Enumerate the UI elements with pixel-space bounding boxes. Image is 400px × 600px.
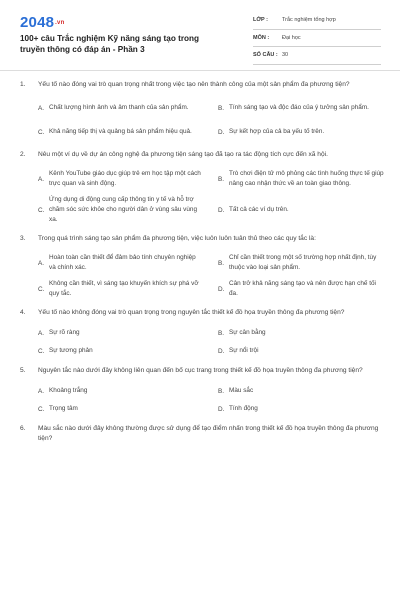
option-letter: C. — [38, 285, 45, 293]
logo-text: 2048 — [20, 14, 55, 31]
option-letter: D. — [218, 206, 225, 214]
option-d[interactable] — [218, 403, 390, 415]
meta-label: MÔN : — [253, 34, 270, 41]
question-list — [0, 80, 400, 453]
option-letter: C. — [38, 405, 45, 413]
option-letter: A. — [38, 329, 45, 337]
option-a[interactable] — [38, 327, 210, 339]
option-d[interactable] — [218, 195, 390, 225]
option-text: Trọng tâm — [49, 405, 78, 412]
option-text: Hoàn toàn cần thiết để đảm bảo tính chuyên nghiệp và chính xác. — [49, 254, 196, 271]
question-3 — [0, 234, 400, 299]
answer-options — [38, 253, 380, 299]
question-text: Yếu tố nào không đóng vai trò quan trọng trong nguyên tắc thiết kế đồ họa truyền thông đa phương tiện? — [38, 309, 345, 316]
meta-row-class — [253, 14, 381, 30]
option-b[interactable] — [218, 99, 390, 117]
meta-row-subject — [253, 32, 381, 48]
answer-options — [38, 99, 380, 141]
option-b[interactable] — [218, 169, 390, 189]
option-letter: A. — [38, 175, 45, 183]
option-text: Khoảng trắng — [49, 387, 88, 394]
question-text: Màu sắc nào dưới đây không thường được sử dụng để tạo điểm nhấn trong thiết kế đồ họa truyền thông đa phương tiện? — [38, 425, 379, 442]
option-a[interactable] — [38, 169, 210, 189]
document-header — [0, 0, 400, 68]
option-d[interactable] — [218, 279, 390, 299]
option-text: Sự nổi trội — [229, 347, 259, 354]
question-text: Yếu tố nào đóng vai trò quan trọng nhất trong việc tạo nên thành công của một sản phẩm đa phương tiện? — [38, 81, 350, 88]
answer-options — [38, 169, 384, 225]
option-text: Tính sáng tạo và độc đáo của ý tưởng sản phẩm. — [229, 104, 369, 111]
question-number: 1. — [20, 81, 26, 88]
option-c[interactable] — [38, 279, 210, 299]
meta-info — [253, 14, 381, 67]
question-2 — [0, 150, 400, 225]
meta-row-count — [253, 49, 381, 65]
question-number: 5. — [20, 367, 26, 374]
answer-options — [38, 385, 380, 415]
option-letter: D. — [218, 405, 225, 413]
meta-value: Đại học — [282, 34, 301, 41]
option-letter: B. — [218, 175, 225, 183]
option-text: Sự kết hợp của cả ba yếu tố trên. — [229, 128, 325, 135]
option-text: Khả năng tiếp thị và quảng bá sản phẩm hiệu quả. — [49, 128, 192, 135]
option-c[interactable] — [38, 195, 210, 225]
option-letter: A. — [38, 104, 45, 112]
option-text: Tính động — [229, 405, 258, 412]
option-d[interactable] — [218, 123, 390, 141]
option-c[interactable] — [38, 123, 210, 141]
option-letter: C. — [38, 347, 45, 355]
option-d[interactable] — [218, 345, 390, 357]
option-letter: C. — [38, 206, 45, 214]
question-number: 6. — [20, 425, 26, 432]
question-1 — [0, 80, 400, 141]
question-text: Nêu một ví dụ về dự án công nghệ đa phương tiện sáng tạo đã tạo ra tác động tích cực đến xã hội. — [38, 151, 328, 158]
option-letter: B. — [218, 259, 225, 267]
question-5 — [0, 366, 400, 415]
question-6 — [0, 424, 400, 444]
option-b[interactable] — [218, 327, 390, 339]
meta-value: Trắc nghiệm tổng hợp — [282, 17, 336, 23]
site-logo[interactable] — [20, 14, 64, 31]
option-b[interactable] — [218, 253, 390, 273]
option-text: Sự tương phản — [49, 347, 93, 354]
question-4 — [0, 308, 400, 357]
question-number: 4. — [20, 309, 26, 316]
meta-label: LỚP : — [253, 17, 268, 23]
question-text: Nguyên tắc nào dưới đây không liên quan đến bố cục trang trong thiết kế đồ họa truyền thông đa phương tiện? — [38, 367, 363, 374]
option-c[interactable] — [38, 345, 210, 357]
option-text: Ứng dụng di động cung cấp thông tin y tế và hỗ trợ chăm sóc sức khỏe cho người dân ở vùng sâu vùng xa. — [49, 196, 198, 223]
question-number: 3. — [20, 235, 26, 242]
option-a[interactable] — [38, 385, 210, 397]
document-title: 100+ câu Trắc nghiệm Kỹ năng sáng tạo trong truyền thông có đáp án - Phần 3 — [20, 34, 200, 54]
option-b[interactable] — [218, 385, 390, 397]
option-text: Sự cân bằng — [229, 329, 266, 336]
option-text: Không cần thiết, vì sáng tạo khuyến khích sự phá vỡ quy tắc. — [49, 280, 199, 297]
option-c[interactable] — [38, 403, 210, 415]
question-text: Trong quá trình sáng tạo sản phẩm đa phương tiện, việc luôn luôn tuân thủ theo các quy tắc là: — [38, 235, 316, 242]
option-letter: B. — [218, 104, 225, 112]
question-number: 2. — [20, 151, 26, 158]
option-text: Chỉ cần thiết trong một số trường hợp nhất định, tùy thuộc vào loại sản phẩm. — [229, 254, 377, 271]
option-text: Sự rõ ràng — [49, 329, 80, 336]
option-a[interactable] — [38, 99, 210, 117]
option-text: Màu sắc — [229, 387, 254, 394]
option-text: Chất lượng hình ảnh và âm thanh của sản phẩm. — [49, 104, 189, 111]
logo-suffix: .vn — [55, 20, 65, 27]
option-text: Tất cả các ví dụ trên. — [229, 206, 289, 213]
option-letter: D. — [218, 128, 225, 136]
option-text: Cân trở khả năng sáng tạo và nên được hạn chế tối đa. — [229, 280, 376, 297]
option-letter: B. — [218, 329, 225, 337]
option-a[interactable] — [38, 253, 210, 273]
option-letter: C. — [38, 128, 45, 136]
option-letter: D. — [218, 285, 225, 293]
option-letter: D. — [218, 347, 225, 355]
meta-value: 30 — [282, 52, 289, 58]
meta-label: SỐ CÂU : — [253, 52, 278, 58]
option-letter: B. — [218, 387, 225, 395]
option-letter: A. — [38, 259, 45, 267]
option-letter: A. — [38, 387, 45, 395]
option-text: Trò chơi điện tử mô phỏng các tình huống thực tế giúp nâng cao nhận thức về an toàn giao thông. — [229, 170, 384, 187]
header-divider — [0, 70, 400, 71]
option-text: Kênh YouTube giáo dục giúp trẻ em học tập một cách trực quan và sinh động. — [49, 170, 201, 187]
answer-options — [38, 327, 380, 357]
